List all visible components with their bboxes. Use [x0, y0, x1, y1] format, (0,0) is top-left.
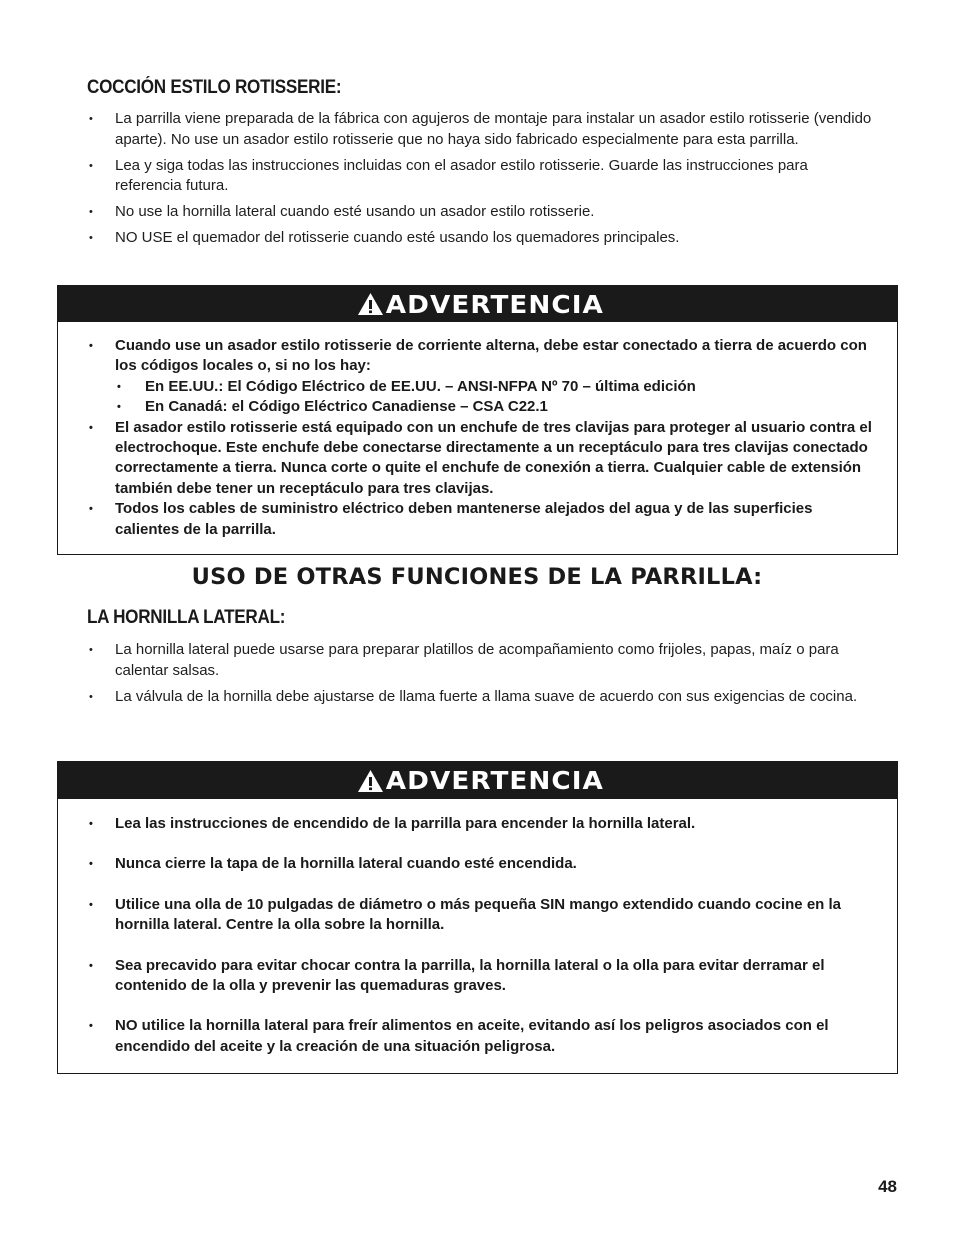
warning-item: • Nunca cierre la tapa de la hornilla lateral cuando esté encendida. [58, 854, 897, 874]
warning-sub-item: • En EE.UU.: El Código Eléctrico de EE.UU. – ANSI-NFPA Nº 70 – última edición [115, 377, 873, 397]
warning-item: • NO utilice la hornilla lateral para freír alimentos en aceite, evitando así los peligros asociados con el encendido del aceite y la creación de una situación peligrosa. [58, 1016, 897, 1057]
rotisserie-heading: COCCIÓN ESTILO ROTISSERIE: [87, 77, 342, 98]
warning-triangle-icon [357, 292, 384, 316]
warning-header [58, 762, 897, 799]
warning-header [58, 286, 897, 322]
rotisserie-list [87, 109, 873, 254]
warning-item: • Sea precavido para evitar chocar contra la parrilla, la hornilla lateral o la olla para evitar derramar el contenido de la olla y prevenir las quemaduras graves. [58, 956, 897, 997]
warning-item [58, 336, 897, 418]
warning-title: ADVERTENCIA [385, 289, 604, 319]
warning-item: • Lea las instrucciones de encendido de la parrilla para encender la hornilla lateral. [58, 814, 897, 834]
page-number: 48 [878, 1177, 897, 1196]
warning-sub-item: • En Canadá: el Código Eléctrico Canadiense – CSA C22.1 [115, 397, 873, 417]
warning-sub-list [115, 377, 873, 418]
warning-title: ADVERTENCIA [385, 766, 604, 795]
warning-triangle-icon [357, 769, 384, 793]
warning-item: • Utilice una olla de 10 pulgadas de diámetro o más pequeña SIN mango extendido cuando cocine en la hornilla lateral. Centre la olla sobre la hornilla. [58, 895, 897, 936]
side-burner-list [87, 640, 873, 713]
side-burner-warning-box [57, 761, 898, 1074]
list-item: • La hornilla lateral puede usarse para preparar platillos de acompañamiento como frijoles, papas, maíz o para calentar salsas. [87, 640, 873, 681]
warning-item: • Todos los cables de suministro eléctrico deben mantenerse alejados del agua y de las superficies calientes de la parrilla. [58, 499, 897, 540]
warning-item: • El asador estilo rotisserie está equipado con un enchufe de tres clavijas para proteger al usuario contra el electrochoque. Este enchufe debe conectarse directamente a un receptáculo para tres clavijas conectado correctamente a tierra. Nunca corte o quite el enchufe de conexión a tierra. Cualquier cable de extensión también debe tener un receptáculo para tres clavijas. [58, 418, 897, 500]
rotisserie-warning-box [57, 285, 898, 555]
other-functions-heading: USO DE OTRAS FUNCIONES DE LA PARRILLA: [191, 564, 763, 590]
list-item: • NO USE el quemador del rotisserie cuando esté usando los quemadores principales. [87, 228, 873, 249]
warning-list [58, 799, 897, 1073]
list-item: • La parrilla viene preparada de la fábrica con agujeros de montaje para instalar un asador estilo rotisserie (vendido aparte). No use un asador estilo rotisserie que no haya sido fabricado especialmente para esta parrilla. [87, 109, 873, 150]
list-item: • La válvula de la hornilla debe ajustarse de llama fuerte a llama suave de acuerdo con sus exigencias de cocina. [87, 687, 873, 708]
list-item: • Lea y siga todas las instrucciones incluidas con el asador estilo rotisserie. Guarde las instrucciones para referencia futura. [87, 156, 873, 197]
warning-item-text: Cuando use un asador estilo rotisserie de corriente alterna, debe estar conectado a tierra de acuerdo con los códigos locales o, si no los hay: [115, 337, 867, 375]
list-item: • No use la hornilla lateral cuando esté usando un asador estilo rotisserie. [87, 202, 873, 223]
warning-list [58, 322, 897, 554]
side-burner-heading: LA HORNILLA LATERAL: [87, 607, 286, 628]
